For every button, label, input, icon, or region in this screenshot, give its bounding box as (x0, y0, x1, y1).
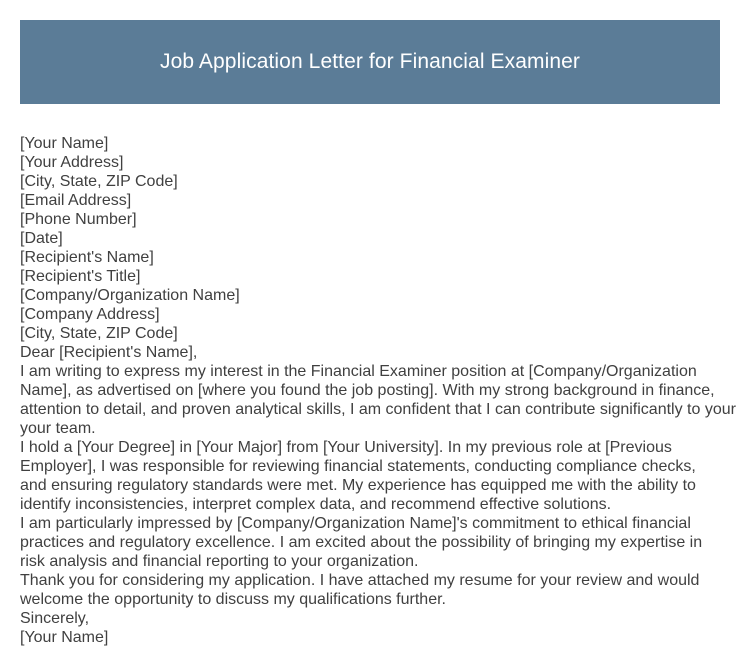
recipient-title: [Recipient's Title] (20, 268, 141, 285)
recipient-name: [Recipient's Name] (20, 249, 154, 266)
recipient-company-address: [Company Address] (20, 306, 160, 323)
paragraph-line: Thank you for considering my application. I have attached my resume for your review and would (20, 572, 700, 589)
letter-date: [Date] (20, 230, 63, 247)
header-banner (20, 20, 720, 104)
sender-city-state-zip: [City, State, ZIP Code] (20, 173, 178, 190)
paragraph-line: I hold a [Your Degree] in [Your Major] from [Your University]. In my previous role at [Previous (20, 439, 672, 456)
sender-email: [Email Address] (20, 192, 132, 209)
sender-phone: [Phone Number] (20, 211, 137, 228)
page-title: Job Application Letter for Financial Examiner (159, 50, 581, 73)
paragraph-line: your team. (20, 420, 96, 437)
closing: Sincerely, (20, 610, 90, 627)
paragraph-line: welcome the opportunity to discuss my qualifications further. (20, 591, 446, 608)
paragraph-line: I am writing to express my interest in the Financial Examiner position at [Company/Organization (20, 363, 697, 380)
paragraph-line: I am particularly impressed by [Company/Organization Name]'s commitment to ethical financial (20, 515, 691, 532)
paragraph-line: identify inconsistencies, interpret complex data, and recommend effective solutions. (20, 496, 612, 513)
paragraph-line: practices and regulatory excellence. I am excited about the possibility of bringing my expertise in (20, 534, 703, 551)
salutation: Dear [Recipient's Name], (20, 344, 198, 361)
recipient-city-state-zip: [City, State, ZIP Code] (20, 325, 178, 342)
sender-name: [Your Name] (20, 135, 109, 152)
sender-address: [Your Address] (20, 154, 124, 171)
paragraph-line: and ensuring regulatory standards were met. My experience has equipped me with the ability to (20, 477, 696, 494)
paragraph-line: Employer], I was responsible for reviewing financial statements, conducting compliance checks, (20, 458, 696, 475)
paragraph-line: risk analysis and financial reporting to your organization. (20, 553, 419, 570)
paragraph-line: attention to detail, and proven analytical skills, I am confident that I can contribute significantly to your (20, 401, 736, 418)
signature-name: [Your Name] (20, 629, 109, 646)
letter-body (20, 134, 736, 647)
paragraph-line: Name], as advertised on [where you found the job posting]. With my strong background in finance, (20, 382, 715, 399)
recipient-company: [Company/Organization Name] (20, 287, 240, 304)
